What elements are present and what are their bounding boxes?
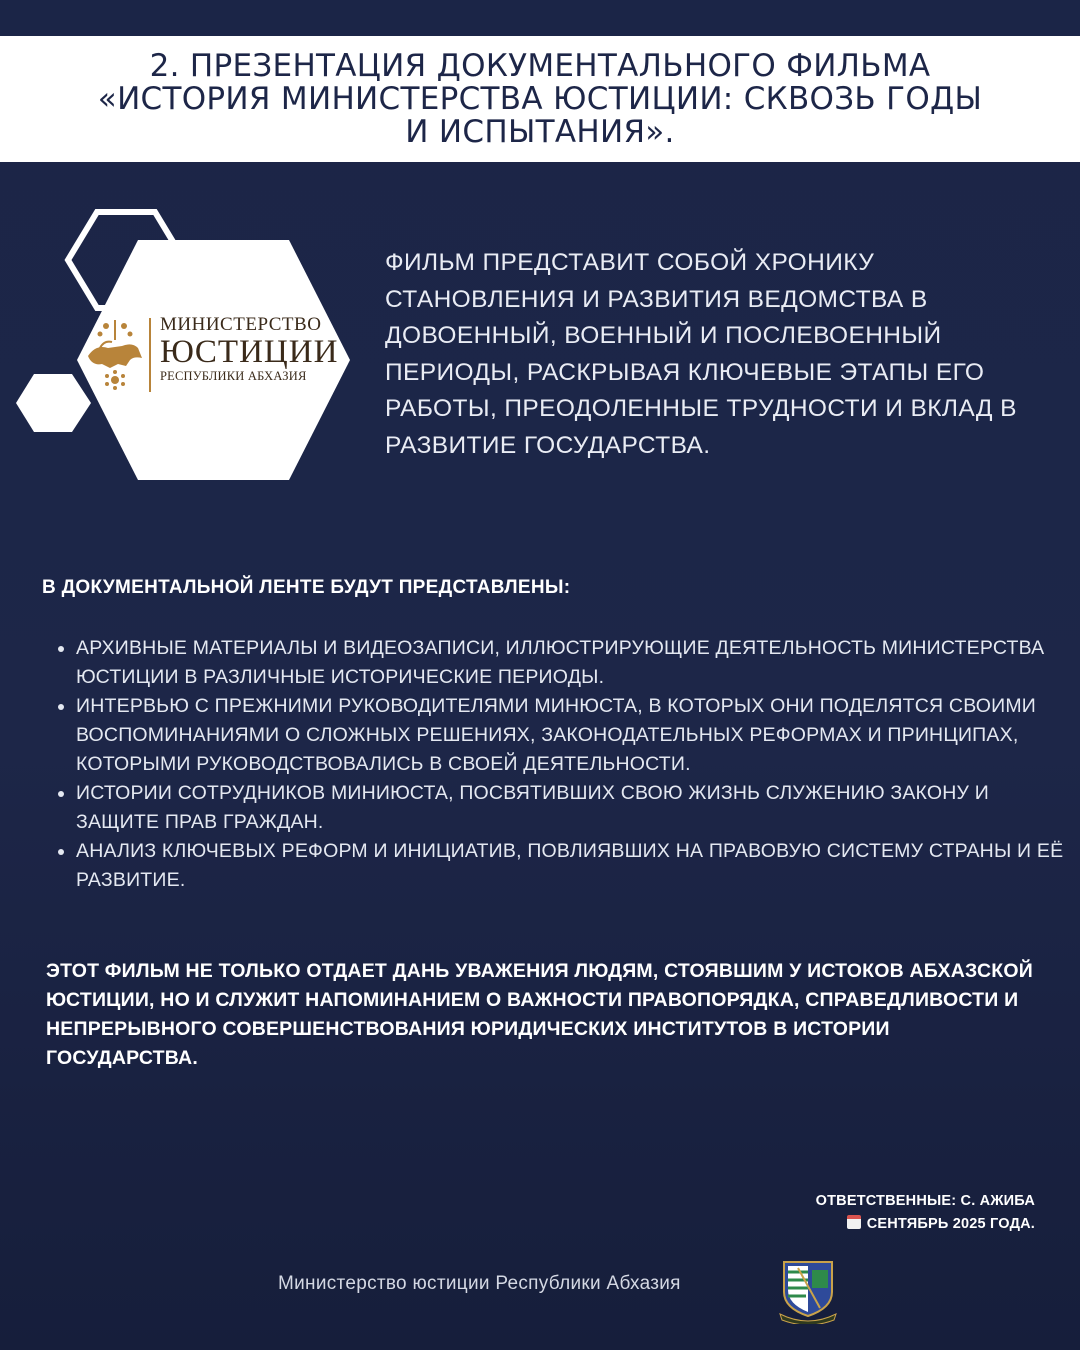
closing-paragraph: ЭТОТ ФИЛЬМ НЕ ТОЛЬКО ОТДАЕТ ДАНЬ УВАЖЕНИЯ ЛЮДЯМ, СТОЯВШИМ У ИСТОКОВ АБХАЗСКОЙ ЮСТИЦИИ, НО И СЛУЖИТ НАПОМИНАНИЕМ О ВАЖНОСТИ ПРАВОПОРЯДКА, СПРАВЕДЛИВОСТИ И НЕПРЕРЫВНОГО СОВЕРШЕНСТВОВАНИЯ ЮРИДИЧЕСКИХ ИНСТИТУТОВ В ИСТОРИИ ГОСУДАРСТВА.	[46, 960, 1033, 1069]
list-item: • ИСТОРИИ СОТРУДНИКОВ МИНИЮСТА, ПОСВЯТИВШИХ СВОЮ ЖИЗНЬ СЛУЖЕНИЮ ЗАКОНУ И ЗАЩИТЕ ПРАВ ГРАЖДАН.	[76, 779, 1076, 837]
title-line-1: 2. ПРЕЗЕНТАЦИЯ ДОКУМЕНТАЛЬНОГО ФИЛЬМА	[149, 47, 931, 84]
logo-line-1: МИНИСТЕРСТВО	[160, 314, 322, 335]
date-text: СЕНТЯБРЬ 2025 ГОДА.	[866, 1216, 1035, 1232]
title-band	[0, 36, 1080, 162]
footer-org-name: Министерство юстиции Республики Абхазия	[278, 1273, 681, 1294]
title-line-3: И ИСПЫТАНИЯ».	[405, 113, 675, 150]
logo-wordmark	[160, 314, 339, 384]
list-item: • ИНТЕРВЬЮ С ПРЕЖНИМИ РУКОВОДИТЕЛЯМИ МИНЮСТА, В КОТОРЫХ ОНИ ПОДЕЛЯТСЯ СВОИМИ ВОСПОМИНАНИЯМИ О СЛОЖНЫХ РЕШЕНИЯХ, ЗАКОНОДАТЕЛЬНЫХ РЕФОРМАХ И ПРИНЦИПАХ, КОТОРЫМИ РУКОВОДСТВОВАЛИСЬ В СВОЕЙ ДЕЯТЕЛЬНОСТИ.	[76, 692, 1076, 779]
credits	[816, 1190, 1035, 1236]
section-heading: В ДОКУМЕНТАЛЬНОЙ ЛЕНТЕ БУДУТ ПРЕДСТАВЛЕНЫ:	[42, 577, 571, 598]
ministry-emblem-icon	[776, 1258, 840, 1324]
intro-paragraph: ФИЛЬМ ПРЕДСТАВИТ СОБОЙ ХРОНИКУ СТАНОВЛЕНИЯ И РАЗВИТИЯ ВЕДОМСТВА В ДОВОЕННЫЙ, ВОЕННЫЙ И ПОСЛЕВОЕННЫЙ ПЕРИОДЫ, РАСКРЫВАЯ КЛЮЧЕВЫЕ ЭТАПЫ ЕГО РАБОТЫ, ПРЕОДОЛЕННЫЕ ТРУДНОСТИ И ВКЛАД В РАЗВИТИЕ ГОСУДАРСТВА.	[385, 249, 1017, 459]
small-hexagon	[16, 374, 91, 432]
list-item: • АРХИВНЫЕ МАТЕРИАЛЫ И ВИДЕОЗАПИСИ, ИЛЛЮСТРИРУЮЩИЕ ДЕЯТЕЛЬНОСТЬ МИНИСТЕРСТВА ЮСТИЦИИ В РАЗЛИЧНЫЕ ИСТОРИЧЕСКИЕ ПЕРИОДЫ.	[76, 634, 1076, 692]
calendar-icon	[847, 1215, 861, 1229]
date-line	[816, 1213, 1035, 1236]
logo-line-2: ЮСТИЦИИ	[160, 334, 339, 370]
horse-emblem-icon	[82, 318, 148, 394]
content-list	[42, 634, 1076, 895]
logo-line-3: РЕСПУБЛИКИ АБХАЗИЯ	[160, 369, 307, 383]
title-line-2: «ИСТОРИЯ МИНИСТЕРСТВА ЮСТИЦИИ: СКВОЗЬ ГОДЫ	[97, 80, 983, 117]
list-item: • АНАЛИЗ КЛЮЧЕВЫХ РЕФОРМ И ИНИЦИАТИВ, ПОВЛИЯВШИХ НА ПРАВОВУЮ СИСТЕМУ СТРАНЫ И ЕЁ РАЗВИТИЕ.	[76, 837, 1076, 895]
page-title	[78, 47, 1002, 150]
responsible-line: ОТВЕТСТВЕННЫЕ: С. АЖИБА	[815, 1193, 1035, 1209]
